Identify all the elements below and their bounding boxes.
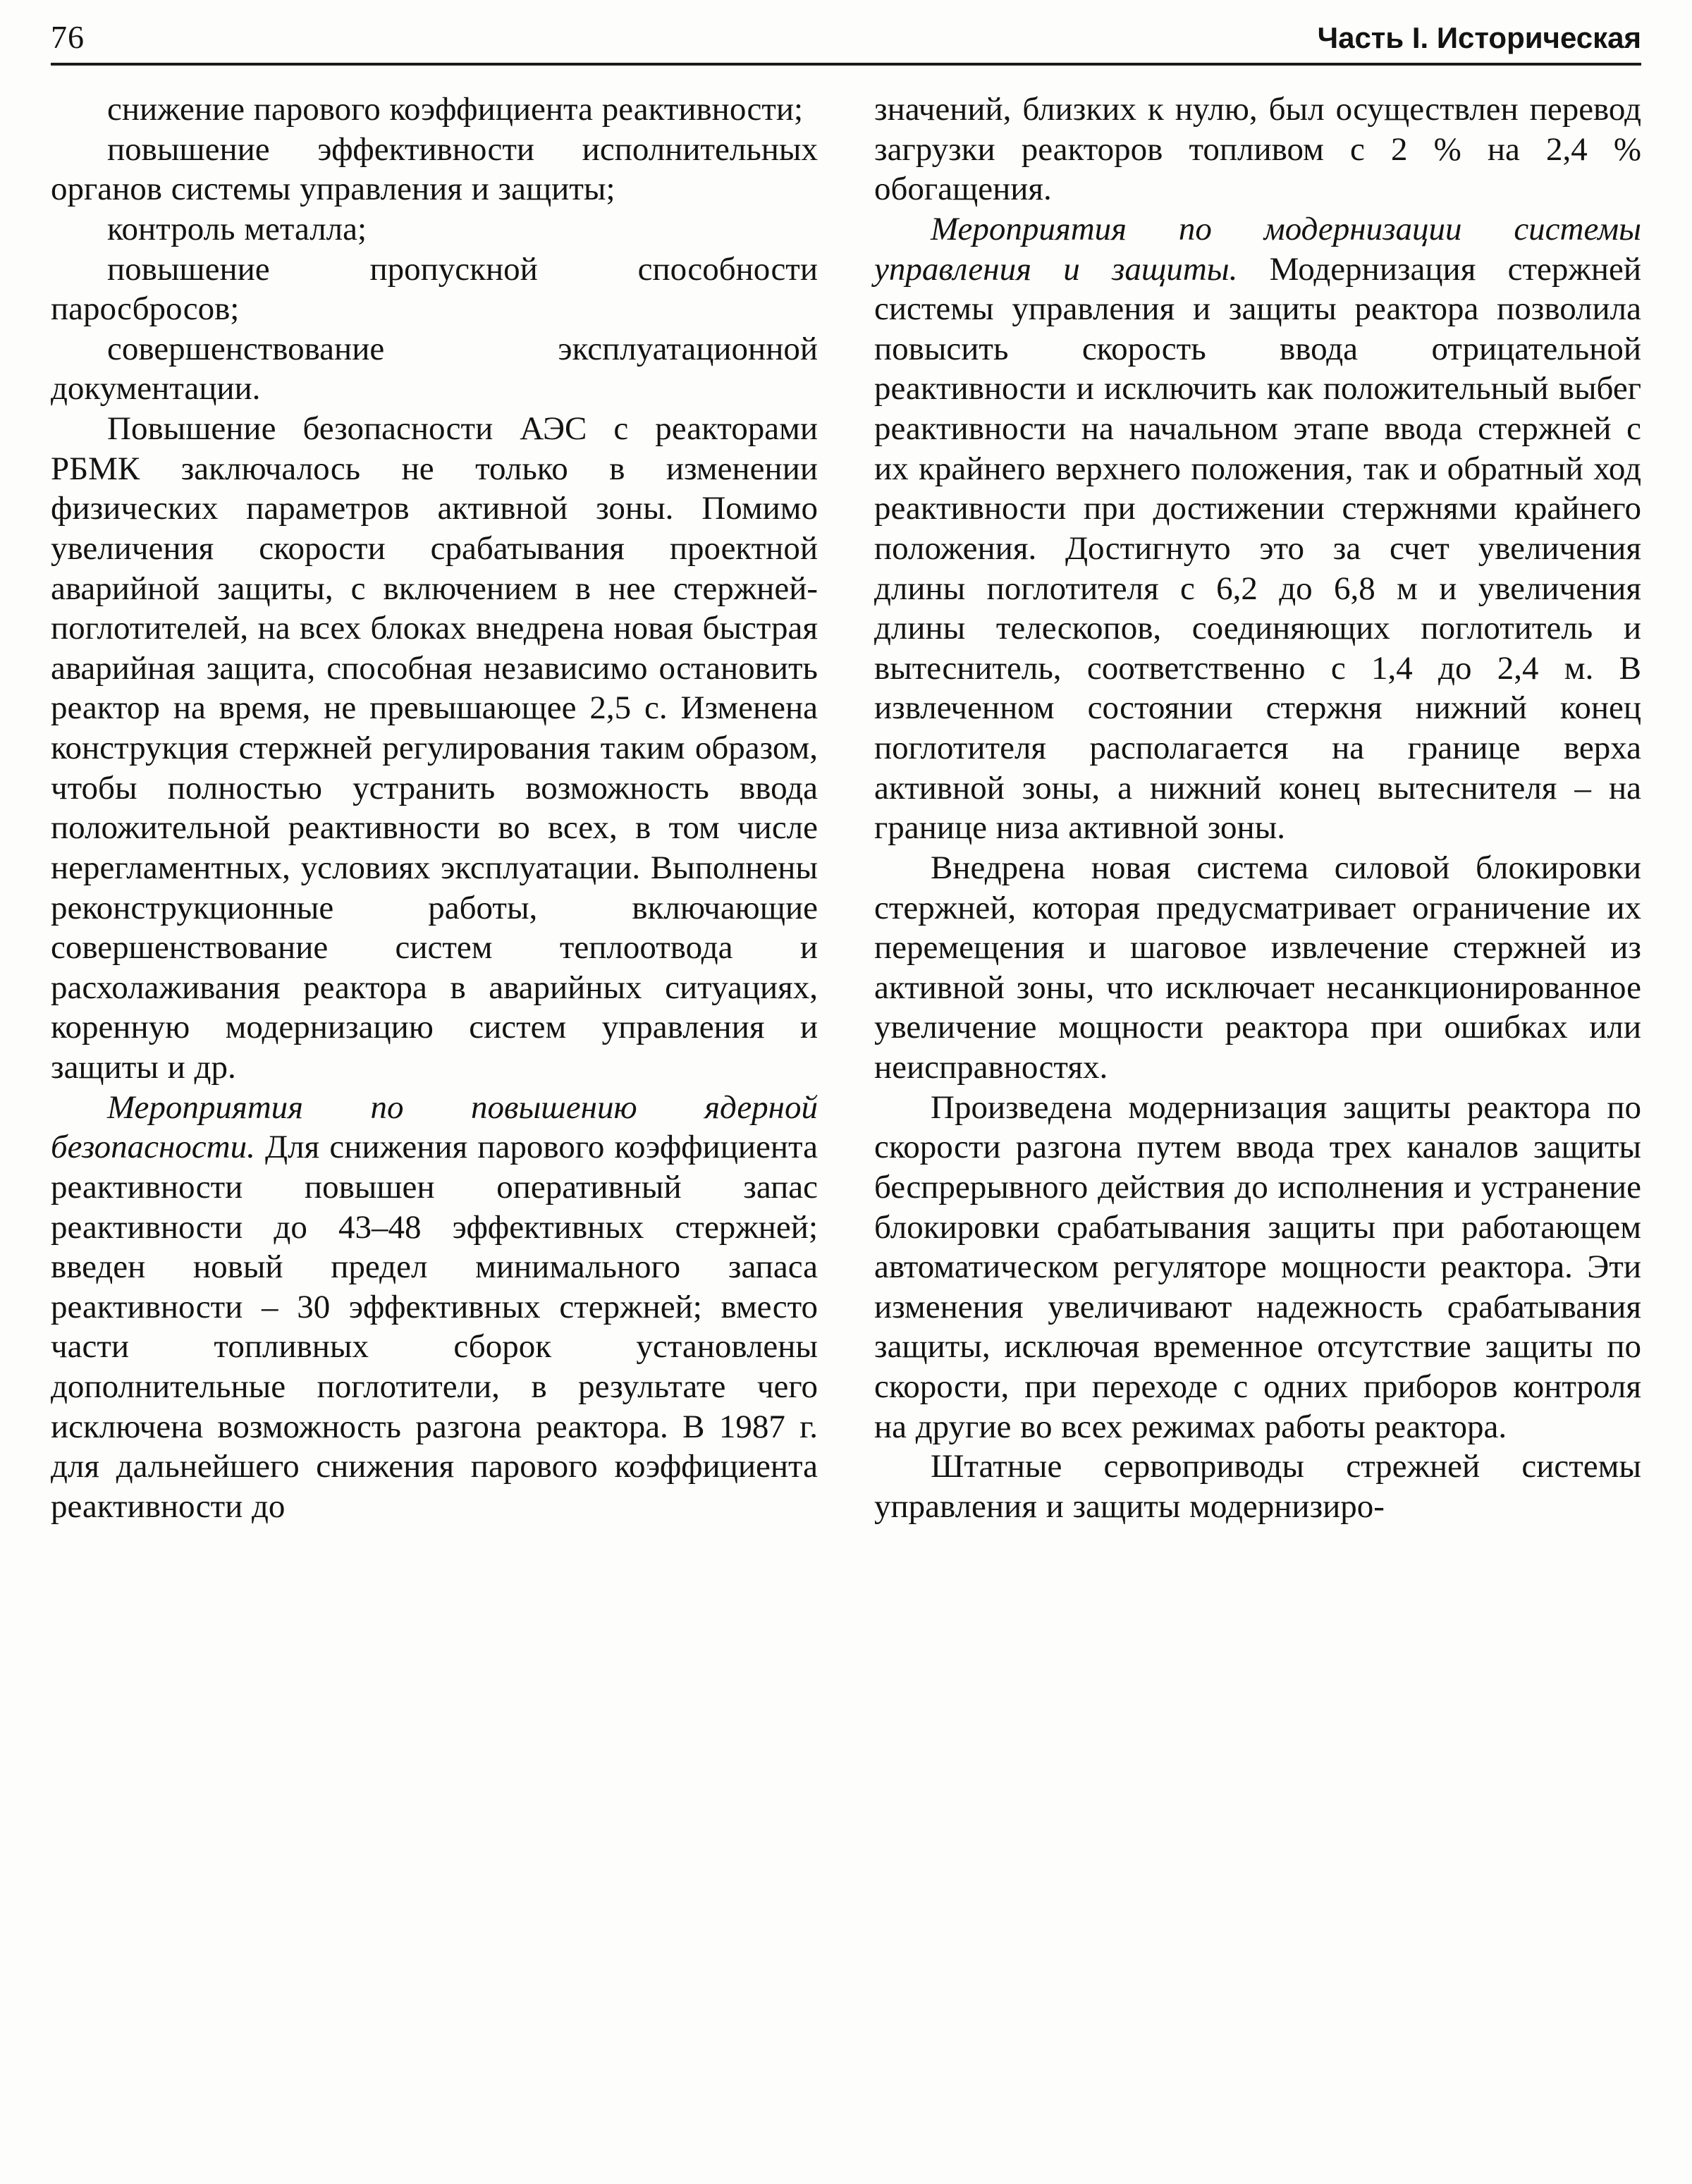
header-rule [51, 63, 1641, 66]
page-number: 76 [51, 19, 85, 55]
running-head-title: Часть I. Историческая [1317, 21, 1641, 54]
running-header [51, 18, 1641, 56]
right-column [874, 90, 1641, 1527]
left-column [51, 90, 818, 1527]
text-columns [51, 90, 1641, 1527]
paragraph: снижение парового коэффициента реактивности; [107, 91, 804, 128]
paragraph: значений, близких к нулю, был осуществлен перевод загрузки реакторов топливом с 2 % на 2,4 % обогащения. [874, 91, 1641, 208]
paragraph: Мероприятия по повышению ядерной безопасности. Для снижения парового коэффициента реактивности повышен оперативный запас реактивности до 43–48 эффективных стержней; введен новый предел минимального запаса реактивности – 30 эффективных стержней; вместо части топливных сборок установлены дополнительные поглотители, в результате чего исключена возможность разгона реактора. В 1987 г. для дальнейшего снижения парового коэффициента реактивности до [51, 1088, 818, 1525]
italic-lead: Мероприятия по повышению ядерной безопасности. [51, 1088, 818, 1166]
paragraph: Повышение безопасности АЭС с реакторами РБМК заключалось не только в изменении физических параметров активной зоны. Помимо увеличения скорости срабатывания проектной аварийной защиты, с включением в нее стержней-поглотителей, на всех блоках внедрена новая быстрая аварийная защита, способная независимо остановить реактор на время, не превышающее 2,5 с. Изменена конструкция стержней регулирования таким образом, чтобы полностью устранить возможность ввода положительной реактивности во всех, в том числе нерегламентных, условиях эксплуатации. Выполнены реконструкционные работы, включающие совершенствование систем теплоотвода и расхолаживания реактора в аварийных ситуациях, коренную модернизацию систем управления и защиты и др. [51, 410, 818, 1086]
paragraph: Произведена модернизация защиты реактора по скорости разгона путем ввода трех каналов защиты беспрерывного действия до исполнения и устранение блокировки срабатывания защиты при работающем автоматическом регуляторе мощности реактора. Эти изменения увеличивают надежность срабатывания защиты, исключая временное отсутствие защиты по скорости, при переходе с одних приборов контроля на другие во всех режимах работы реактора. [874, 1088, 1641, 1445]
paragraph: повышение эффективности исполнительных органов системы управления и защиты; [51, 130, 818, 208]
paragraph: контроль металла; [107, 210, 367, 247]
paragraph: Мероприятия по модернизации системы управления и защиты. Модернизация стержней системы управления и защиты реактора позволила повысить скорость ввода отрицательной реактивности и исключить как положительный выбег реактивности на начальном этапе ввода стержней с их крайнего верхнего положения, так и обратный ход реактивности при достижении стержнями крайнего положения. Достигнуто это за счет увеличения длины поглотителя с 6,2 до 6,8 м и увеличения длины телескопов, соединяющих поглотитель и вытеснитель, соответственно с 1,4 до 2,4 м. В извлеченном состоянии стержня нижний конец поглотителя располагается на границе верха активной зоны, а нижний конец вытеснителя – на границе низа активной зоны. [874, 210, 1641, 847]
italic-lead: Мероприятия по модернизации системы управления и защиты. [874, 210, 1641, 288]
paragraph: совершенствование эксплуатационной документации. [51, 330, 818, 407]
paragraph: Внедрена новая система силовой блокировки стержней, которая предусматривает ограничение их перемещения и шаговое извлечение стержней из активной зоны, что исключает несанкционированное увеличение мощности реактора при ошибках или неисправностях. [874, 849, 1641, 1086]
paragraph: Штатные сервоприводы стрежней системы управления и защиты модернизиро- [874, 1448, 1641, 1525]
paragraph: повышение пропускной способности паросбросов; [51, 250, 818, 328]
